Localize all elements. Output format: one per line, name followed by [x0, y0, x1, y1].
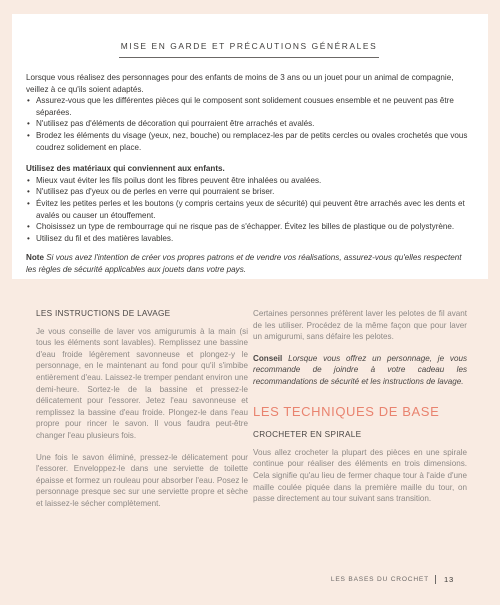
washing-paragraph-1: Je vous conseille de laver vos amigurumis à la main (si tous les éléments sont lavables). Remplissez une bassine d'eau froide légèrement savonneuse et plongez-y le personnage, en le maintenant au fond pour qu'il s'imbibe entièrement d'eau. Laissez-le tremper pendant environ une demi-heure. Sortez-le de la bassine et pressez-le délicatement pour l'essorer. Jetez l'eau savonneuse et remplissez la bassine d'eau froide. Plongez-le dans l'eau propre pour rincer le savon. Il vous faudra peut-être changer l'eau plusieurs fois.	[36, 326, 248, 440]
materials-heading: Utilisez des matériaux qui conviennent aux enfants.	[26, 164, 225, 174]
spiral-paragraph: Vous allez crocheter la plupart des pièces en une spirale continue pour réaliser des éléments en trois dimensions. Cela signifie qu'au lieu de fermer chaque tour à l'aide d'une maille coulée piquée dans la première maille du tour, on passe directement au tour suivant sans transition.	[253, 447, 467, 504]
washing-paragraph-2: Une fois le savon éliminé, pressez-le délicatement pour l'essorer. Enveloppez-le dans une serviette de toilette épaisse et formez un rouleau pour absorber l'eau. Posez le personnage presque sec sur une serviette propre et sèche et laissez-le sécher complètement.	[36, 452, 248, 508]
list-item: • Brodez les éléments du visage (yeux, nez, bouche) ou remplacez-les par de petits cercles ou ovales crochetés que vous coudrez solidement en place.	[27, 130, 468, 152]
footer-divider	[435, 575, 436, 584]
list-item: • Évitez les petites perles et les boutons (y compris certains yeux de sécurité) qui peuvent être arrachés avec les dents et avalés ou causer un étouffement.	[27, 198, 465, 220]
warning-title: MISE EN GARDE ET PRÉCAUTIONS GÉNÉRALES	[119, 41, 380, 58]
warning-intro: Lorsque vous réalisez des personnages pour des enfants de moins de 3 ans ou un jouet pour un animal de compagnie, veillez à ce qu'ils soient adaptés.	[26, 73, 454, 94]
warning-bullet-list-1	[26, 95, 472, 153]
tip-text: Lorsque vous offrez un personnage, je vous recommande de joindre à votre cadeau les recommandations de sécurité et les instructions de lavage.	[253, 353, 467, 386]
tip-label: Conseil	[253, 353, 283, 363]
yarn-washing-paragraph: Certaines personnes préfèrent laver les pelotes de fil avant de les utiliser. Procédez de la même façon que pour laver un amigurumi, sans défaire les pelotes.	[253, 309, 467, 342]
page-footer	[331, 575, 454, 584]
footer-section-title: LES BASES DU CROCHET	[330, 576, 429, 583]
list-item: • Assurez-vous que les différentes pièces qui le composent sont solidement cousues ensemble et ne peuvent pas être séparées.	[27, 96, 454, 117]
list-item: • Utilisez du fil et des matières lavables.	[27, 233, 174, 243]
right-column	[253, 308, 467, 505]
list-item: • Mieux vaut éviter les fils poilus dont les fibres peuvent être inhalées ou avalées.	[27, 175, 322, 185]
note-label: Note	[26, 253, 44, 263]
warning-note	[26, 252, 472, 275]
page-number: 13	[443, 575, 454, 584]
list-item: • N'utilisez pas d'éléments de décoration qui pourraient être arrachés et avalés.	[27, 119, 315, 129]
note-text: Si vous avez l'intention de créer vos propres patrons et de vendre vos réalisations, assurez-vous qu'elles respectent les règles de sécurité applicables aux jouets dans votre pays.	[26, 253, 462, 274]
left-column	[36, 308, 248, 510]
section-heading: LES TECHNIQUES DE BASE	[253, 403, 440, 419]
warning-box	[12, 14, 488, 279]
list-item: • N'utilisez pas d'yeux ou de perles en verre qui pourraient se briser.	[27, 187, 275, 197]
washing-heading: LES INSTRUCTIONS DE LAVAGE	[36, 309, 171, 318]
warning-bullet-list-2	[26, 175, 472, 245]
tip-paragraph	[253, 353, 467, 388]
spiral-heading: CROCHETER EN SPIRALE	[253, 430, 362, 440]
list-item: • Choisissez un type de rembourrage qui ne risque pas de s'échapper. Évitez les billes de plastique ou de polystyrène.	[27, 222, 455, 232]
